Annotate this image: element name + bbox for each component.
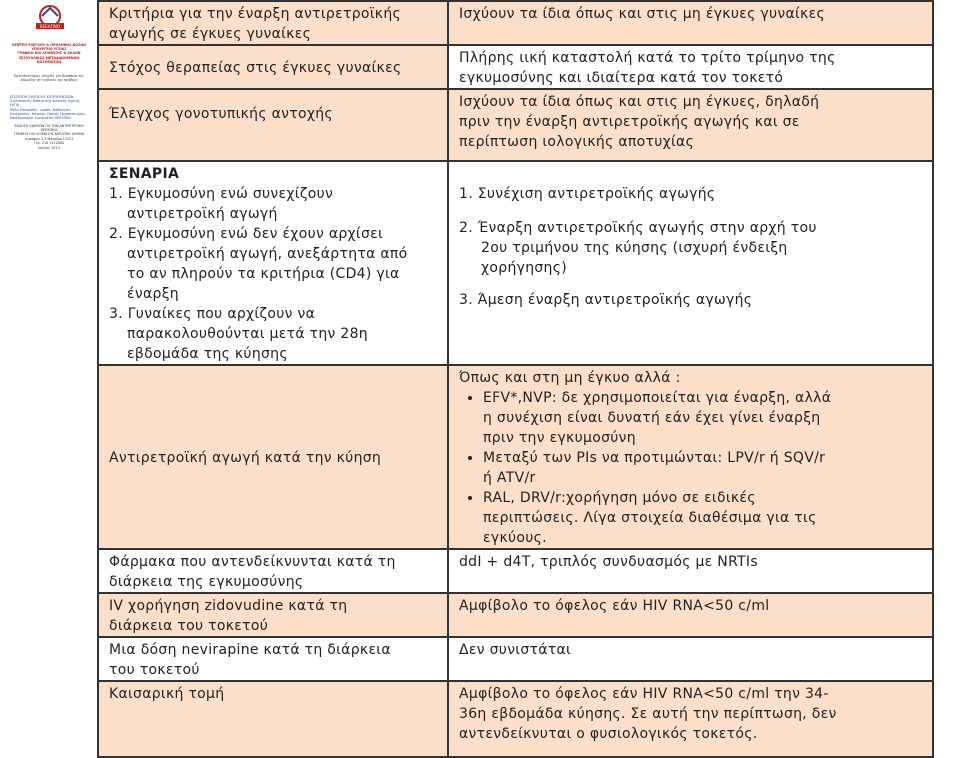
zidovudine-value-cell: Αμφίβολο το όφελος εάν HIV RNA<50 c/ml [448, 593, 933, 637]
table-row [98, 637, 933, 681]
table-row [98, 681, 933, 757]
sidebar-org-title: ΚΕΝΤΡΟ ΕΛΕΓΧΟΥ & ΠΡΟΛΗΨΗΣ ΝΟΣΩΝ ΥΠΟΥΡΓΕΙΟ ΥΓΕΙΑΣ ΓΡΑΦΕΙΟ HIV ΛΟΙΜΩΞΗΣ & ΑΛΛΩΝ ΣΕΞΟΥΑΛΙΚΩΣ ΜΕΤΑΔΙΔΟΜΕΝΩΝ ΝΟΣΗΜΑΤΩΝ [12, 43, 86, 64]
goal-label-cell: Στόχος θεραπείας στις έγκυες γυναίκες [98, 45, 448, 89]
art-pregnancy-label-cell: Αντιρετροϊκή αγωγή κατά την κύηση [98, 365, 448, 549]
goal-value-cell: Πλήρης ιική καταστολή κατά το τρίτο τρίμηνο της εγκυμοσύνης και ιδιαίτερα κατά τον τοκετό [448, 45, 933, 89]
sidebar [0, 0, 95, 175]
resistance-value-cell: Ισχύουν τα ίδια όπως και στις μη έγκυες, δηλαδή πριν την έναρξη αντιρετροϊκής αγωγής και σε περίπτωση ιολογικής αποτυχίας [448, 89, 933, 161]
contraindicated-value-cell: ddI + d4T, τριπλός συνδυασμός με NRTIs [448, 549, 933, 593]
table-row [98, 161, 933, 365]
caesarean-label-cell: Καισαρική τομή [98, 681, 448, 757]
scenarios-heading: ΣΕΝΑΡΙΑ [109, 166, 180, 182]
criteria-label-cell: Κριτήρια για την έναρξη αντιρετροϊκής αγωγής σε έγκυες γυναίκες [98, 1, 448, 45]
scenario-1: 1. Εγκυμοσύνη ενώ συνεχίζουν αντιρετροϊκή αγωγή [109, 186, 334, 222]
list-item: • Μεταξύ των PIs να προτιμώνται: LPV/r ή SQV/r ή ATV/r [483, 448, 926, 488]
contraindicated-label-cell: Φάρμακα που αντενδείκνυνται κατά τη διάρκεια της εγκυμοσύνης [98, 549, 448, 593]
sidebar-publisher: ΕΚΔΟΣΗ ΟΔΗΓΙΩΝ ΓΙΑ ΤΗΝ ΑΝΤΙΡΕΤΡΟΙΚΗ ΘΕΡΑΠΕΙΑ ΓΡΑΦΕΙΟ HIV ΛΟΙΜΩΞΗΣ ΚΕΕΛΠΝΟ ΑΘΗΝΑ Αγράφων 3-5 Μαρούσι 15123 Τηλ. 210 5212000 [13, 124, 85, 145]
art-bullet-list [459, 388, 926, 548]
table-row [98, 45, 933, 89]
table-row [98, 365, 933, 549]
table-row [98, 1, 933, 45]
scenarios-cell [98, 161, 448, 365]
nevirapine-label-cell: Μια δόση nevirapine κατά τη διάρκεια του τοκετού [98, 637, 448, 681]
table-row [98, 89, 933, 161]
table-row [98, 593, 933, 637]
scenario-actions-cell [448, 161, 933, 365]
list-item: • EFV*,NVP: δε χρησιμοποιείται για έναρξη, αλλά η συνέχιση είναι δυνατή εάν έχει γίνει έναρξη πριν την εγκυμοσύνη [483, 388, 926, 448]
table-row [98, 549, 933, 593]
zidovudine-label-cell: IV χορήγηση zidovudine κατά τη διάρκεια του τοκετού [98, 593, 448, 637]
pregnancy-art-table [97, 0, 934, 758]
resistance-label-cell: Έλεγχος γονοτυπικής αντοχής [98, 89, 448, 161]
action-2: 2. Έναρξη αντιρετροϊκής αγωγής στην αρχή του 2ου τριμήνου της κύησης (ισχυρή ένδειξη χορήγησης) [459, 220, 817, 276]
organization-logo [30, 4, 70, 30]
scenario-2: 2. Εγκυμοσύνη ενώ δεν έχουν αρχίσει αντιρετροϊκή αγωγή, ανεξάρτητα από το αν πληρούν τα κριτήρια (CD4) για έναρξη [109, 226, 408, 302]
sidebar-committee: ΕΠΙΤΡΟΠΗ ΣΥΝΤΑΞΗΣ ΚΑΤΕΥΘΥΝΣΕΩΝ Συντονιστής: Καθηγητής Ιατρικής Σχολής ΕΚΠΑ Μέλη Επιτροπής - Αναπλ. Καθηγητές Συνεργάτες: Ιατρικής Σχολής Πανεπιστημίου Επιστημονικοί Συνεργάτες ΚΕΕΛΠΝΟ [10, 95, 85, 121]
criteria-value-cell: Ισχύουν τα ίδια όπως και στις μη έγκυες γυναίκες [448, 1, 933, 45]
sidebar-date: Ιούλιος 2013 [38, 146, 60, 150]
action-1: 1. Συνέχιση αντιρετροϊκής αγωγής [459, 186, 716, 202]
art-pregnancy-value-cell: Όπως και στη μη έγκυο αλλά : • EFV*,NVP: δε χρησιμοποιείται για έναρξη, αλλά η συνέχιση είναι δυνατή εάν έχει γίνει έναρξη πριν την εγκυμοσύνη • Μεταξύ των PIs να προτιμώνται: LPV/r ή SQV/r ή ATV/r • RAL, DRV/r:χορήγηση μόνο σε ειδικές περιπτώσεις. Λίγα στοιχεία διαθέσιμα για τις εγκύους. [448, 365, 933, 549]
sidebar-guideline-title: Κατευθυντήριες οδηγίες για θεραπεία της λοίμωξης σε ενήλικες και εφήβους [13, 74, 85, 83]
list-item: • RAL, DRV/r:χορήγηση μόνο σε ειδικές περιπτώσεις. Λίγα στοιχεία διαθέσιμα για τις εγκύους. [483, 488, 926, 548]
action-3: 3. Άμεση έναρξη αντιρετροϊκής αγωγής [459, 292, 753, 308]
nevirapine-value-cell: Δεν συνιστάται [448, 637, 933, 681]
scenario-3: 3. Γυναίκες που αρχίζουν να παρακολουθούνται μετά την 28η εβδομάδα της κύησης [109, 306, 368, 362]
caesarean-value-cell: Αμφίβολο το όφελος εάν HIV RNA<50 c/ml την 34- 36η εβδομάδα κύησης. Σε αυτή την περίπτωση, δεν αντενδείκνυται ο φυσιολογικός τοκετός. [448, 681, 933, 757]
svg-text:ΚΕΕΛΠΝΟ: ΚΕΕΛΠΝΟ [39, 24, 61, 29]
